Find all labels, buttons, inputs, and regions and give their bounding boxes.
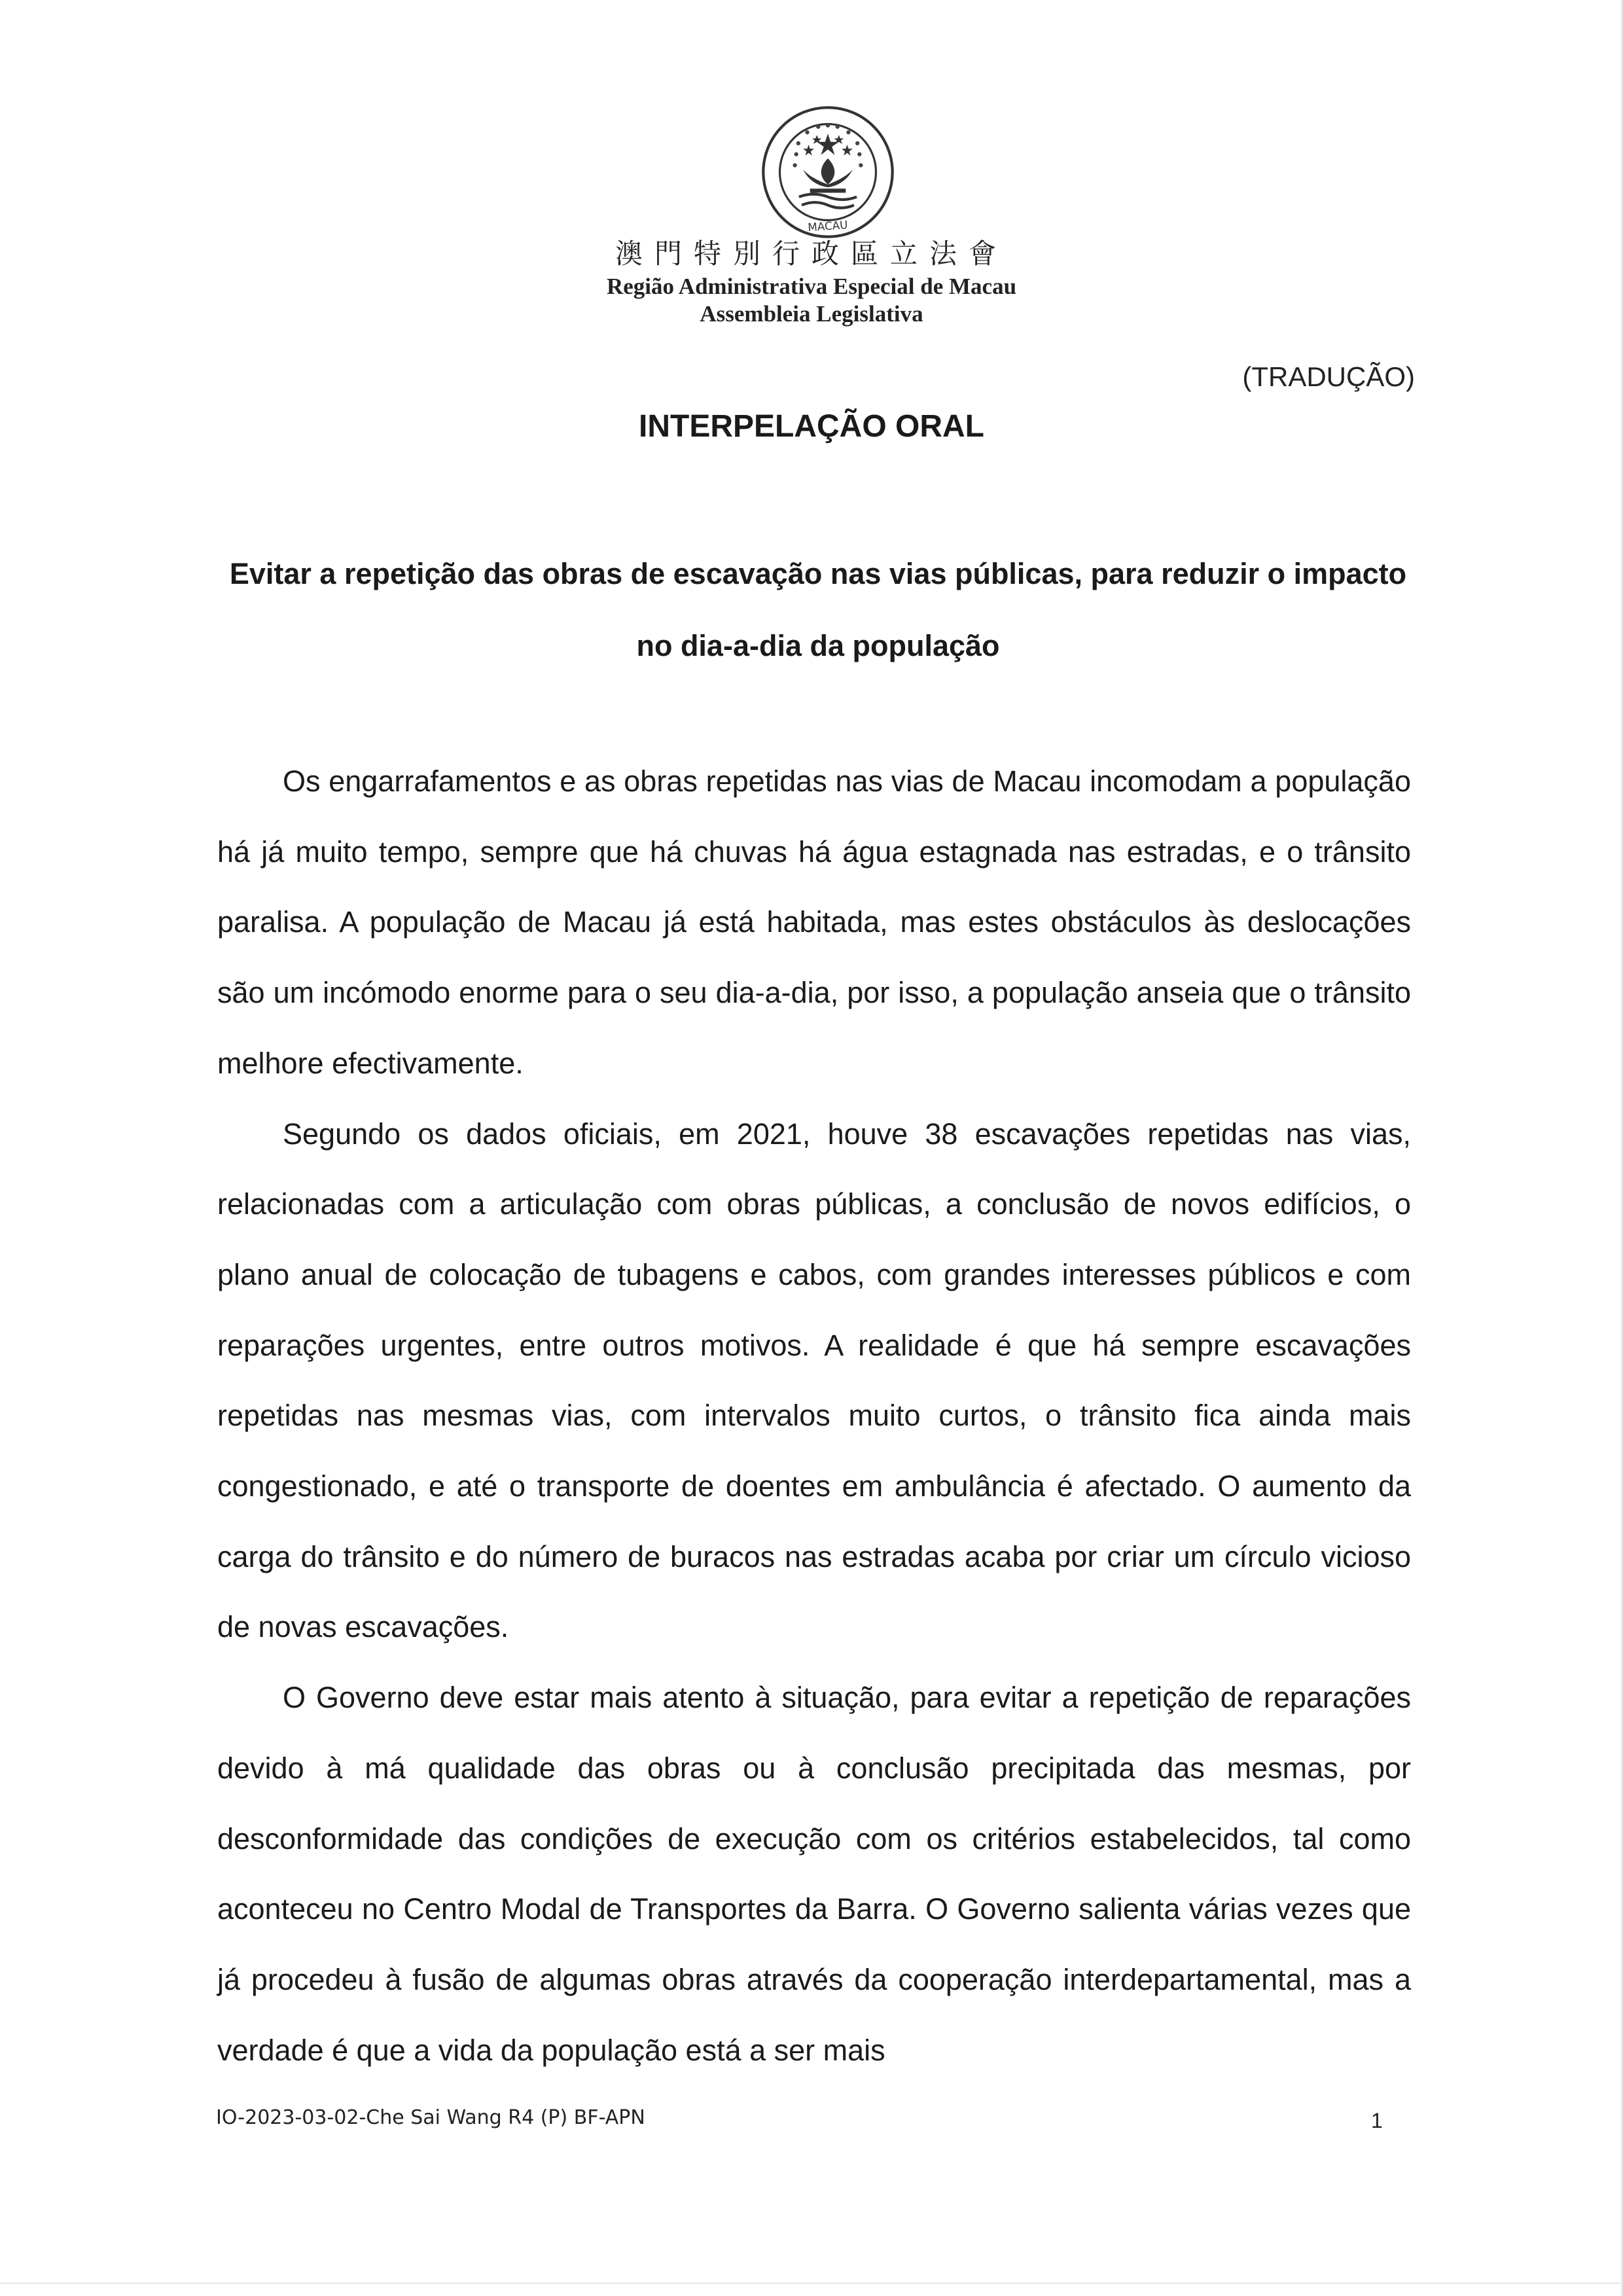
svg-text:MACAU: MACAU <box>807 218 849 234</box>
subject-heading: Evitar a repetição das obras de escavação nas vias públicas, para reduzir o impacto no dia-a-dia da população <box>229 557 1407 662</box>
region-name: Região Administrativa Especial de Macau <box>606 274 1017 299</box>
paragraph: O Governo deve estar mais atento à situação, para evitar a repetição de reparações devido à má qualidade das obras ou à conclusão precipitada das mesmas, por desconformidade das condições de execução com os critérios estabelecidos, tal como aconteceu no Centro Modal de Transportes da Barra. O Governo salienta várias vezes que já procedeu à fusão de algumas obras através da cooperação interdepartamental, mas a verdade é que a vida da população está a ser mais <box>217 1681 1411 2067</box>
translation-note: (TRADUÇÃO) <box>1242 361 1415 392</box>
page-number: 1 <box>1371 2109 1383 2132</box>
macau-emblem-icon <box>759 103 897 241</box>
scan-edge-bottom <box>0 2282 1623 2284</box>
assembly-name: Assembleia Legislativa <box>700 301 923 327</box>
document-reference: IO-2023-03-02-Che Sai Wang R4 (P) BF-APN <box>216 2106 645 2129</box>
document-title: INTERPELAÇÃO ORAL <box>639 409 984 444</box>
paragraph: Os engarrafamentos e as obras repetidas nas vias de Macau incomodam a população há já muito tempo, sempre que há chuvas há água estagnada nas estradas, e o trânsito paralisa. A população de Macau já está habitada, mas estes obstáculos às deslocações são um incómodo enorme para o seu dia-a-dia, por isso, a população anseia que o trânsito melhore efectivamente. <box>217 764 1411 1080</box>
assembly-name-chinese: 澳門特別行政區立法會 <box>615 238 1008 270</box>
body-text <box>217 746 1411 2085</box>
paragraph: Segundo os dados oficiais, em 2021, houve 38 escavações repetidas nas vias, relacionadas com a articulação com obras públicas, a conclusão de novos edifícios, o plano anual de colocação de tubagens e cabos, com grandes interesses públicos e com reparações urgentes, entre outros motivos. A realidade é que há sempre escavações repetidas nas mesmas vias, com intervalos muito curtos, o trânsito fica ainda mais congestionado, e até o transporte de doentes em ambulância é afectado. O aumento da carga do trânsito e do número de buracos nas estradas acaba por criar um círculo vicioso de novas escavações. <box>217 1117 1411 1644</box>
